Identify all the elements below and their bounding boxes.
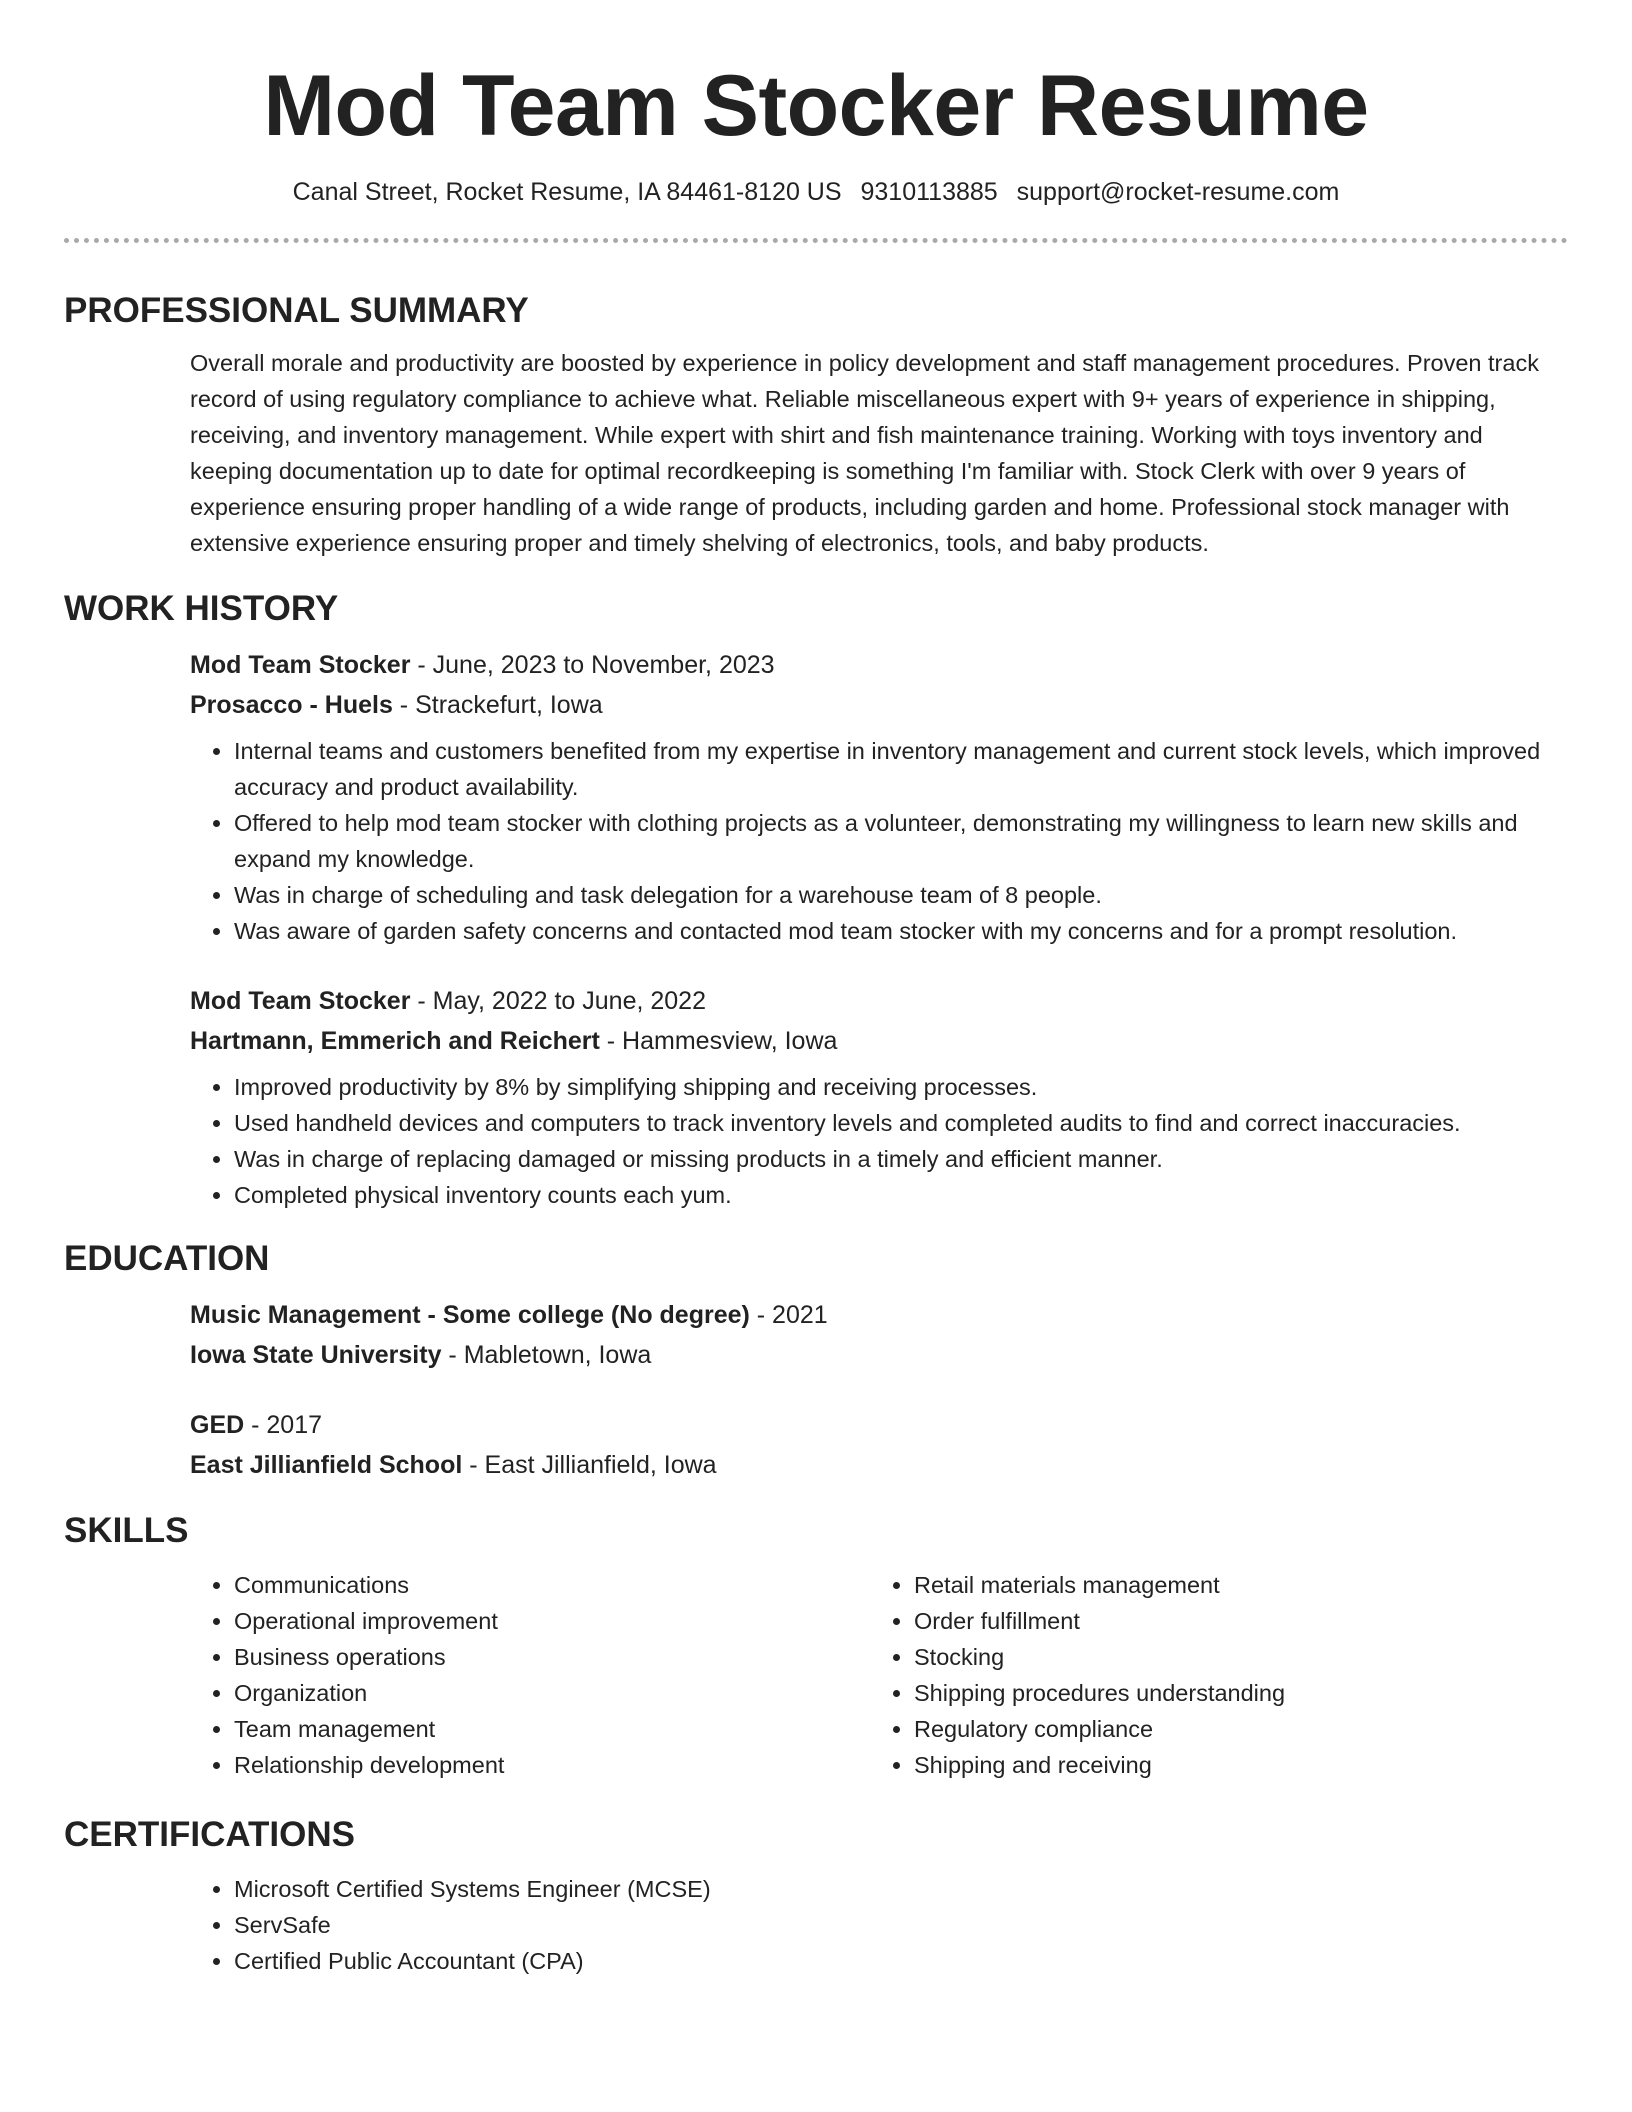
education-location: - Mabletown, Iowa bbox=[441, 1341, 652, 1369]
contact-email: support@rocket-resume.com bbox=[1016, 178, 1340, 206]
certifications-list bbox=[190, 1871, 1568, 1979]
skills-section bbox=[64, 1567, 1568, 1783]
list-item: • Microsoft Certified Systems Engineer (MCSE) bbox=[234, 1871, 1568, 1907]
list-item: • Stocking bbox=[914, 1639, 1550, 1675]
list-item: • Business operations bbox=[234, 1639, 870, 1675]
summary-text: Overall morale and productivity are boosted by experience in policy development and staff management procedures. Proven track record of using regulatory compliance to achieve what. Reliable miscellaneous expert with 9+ years of experience in shipping, receiving, and inventory management. While expert with shirt and fish maintenance training. Working with toys inventory and keeping documentation up to date for optimal recordkeeping is something I'm familiar with. Stock Clerk with over 9 years of experience ensuring proper handling of a wide range of products, including garden and home. Professional stock manager with extensive experience ensuring proper and timely shelving of electronics, tools, and baby products. bbox=[190, 350, 1539, 556]
skills-heading: SKILLS bbox=[64, 1511, 189, 1550]
job-entry bbox=[190, 981, 1568, 1213]
education-degree: GED bbox=[190, 1411, 245, 1439]
job-title: Mod Team Stocker bbox=[190, 651, 411, 679]
education-year: - 2017 bbox=[244, 1411, 323, 1439]
education-location: - East Jillianfield, Iowa bbox=[462, 1451, 717, 1479]
list-item: • Order fulfillment bbox=[914, 1603, 1550, 1639]
job-bullets bbox=[190, 1069, 1568, 1213]
list-item: • Team management bbox=[234, 1711, 870, 1747]
job-bullets bbox=[190, 733, 1568, 949]
list-item: • Retail materials management bbox=[914, 1567, 1550, 1603]
work-history-heading: WORK HISTORY bbox=[64, 589, 339, 628]
list-item: • Improved productivity by 8% by simplifying shipping and receiving processes. bbox=[234, 1069, 1568, 1105]
list-item: • Operational improvement bbox=[234, 1603, 870, 1639]
summary-section bbox=[64, 345, 1568, 561]
job-entry bbox=[190, 645, 1568, 949]
job-company-line bbox=[190, 1021, 1568, 1061]
list-item: • Communications bbox=[234, 1567, 870, 1603]
list-item: • Certified Public Accountant (CPA) bbox=[234, 1943, 1568, 1979]
job-location: - Hammesview, Iowa bbox=[599, 1027, 838, 1055]
contact-line bbox=[64, 174, 1568, 210]
list-item: • Was aware of garden safety concerns and contacted mod team stocker with my concerns and for a prompt resolution. bbox=[234, 913, 1568, 949]
list-item: • Internal teams and customers benefited from my expertise in inventory management and current stock levels, which improved accuracy and product availability. bbox=[234, 733, 1568, 805]
contact-phone: 9310113885 bbox=[860, 178, 998, 206]
job-dates: - May, 2022 to June, 2022 bbox=[410, 987, 706, 1015]
education-degree: Music Management - Some college (No degree) bbox=[190, 1301, 750, 1329]
summary-heading: PROFESSIONAL SUMMARY bbox=[64, 291, 529, 330]
job-title-line bbox=[190, 981, 1568, 1021]
resume-title: Mod Team Stocker Resume bbox=[263, 58, 1369, 154]
education-entry bbox=[190, 1405, 1568, 1485]
job-dates: - June, 2023 to November, 2023 bbox=[410, 651, 775, 679]
list-item: • Was in charge of replacing damaged or missing products in a timely and efficient manner. bbox=[234, 1141, 1568, 1177]
job-title-line bbox=[190, 645, 1568, 685]
work-history-section bbox=[64, 645, 1568, 1213]
list-item: • Offered to help mod team stocker with clothing projects as a volunteer, demonstrating my willingness to learn new skills and expand my knowledge. bbox=[234, 805, 1568, 877]
education-year: - 2021 bbox=[749, 1301, 828, 1329]
list-item: • Shipping and receiving bbox=[914, 1747, 1550, 1783]
list-item: • Used handheld devices and computers to track inventory levels and completed audits to find and correct inaccuracies. bbox=[234, 1105, 1568, 1141]
skills-grid bbox=[190, 1567, 1568, 1783]
skills-left-column bbox=[190, 1567, 870, 1783]
education-section bbox=[64, 1295, 1568, 1485]
education-school: Iowa State University bbox=[190, 1341, 442, 1369]
header-divider bbox=[64, 238, 1568, 243]
list-item: • Was in charge of scheduling and task delegation for a warehouse team of 8 people. bbox=[234, 877, 1568, 913]
education-degree-line bbox=[190, 1295, 1568, 1335]
list-item: • Completed physical inventory counts each yum. bbox=[234, 1177, 1568, 1213]
list-item: • Shipping procedures understanding bbox=[914, 1675, 1550, 1711]
job-company-line bbox=[190, 685, 1568, 725]
job-location: - Strackefurt, Iowa bbox=[392, 691, 603, 719]
list-item: • Organization bbox=[234, 1675, 870, 1711]
job-title: Mod Team Stocker bbox=[190, 987, 411, 1015]
list-item: • Regulatory compliance bbox=[914, 1711, 1550, 1747]
job-company: Prosacco - Huels bbox=[190, 691, 393, 719]
certifications-section bbox=[64, 1871, 1568, 1979]
education-school-line bbox=[190, 1335, 1568, 1375]
certifications-heading: CERTIFICATIONS bbox=[64, 1815, 356, 1854]
job-company: Hartmann, Emmerich and Reichert bbox=[190, 1027, 600, 1055]
education-degree-line bbox=[190, 1405, 1568, 1445]
skills-right-column bbox=[870, 1567, 1550, 1783]
education-school-line bbox=[190, 1445, 1568, 1485]
list-item: • Relationship development bbox=[234, 1747, 870, 1783]
contact-address: Canal Street, Rocket Resume, IA 84461-8120 US bbox=[292, 178, 842, 206]
list-item: • ServSafe bbox=[234, 1907, 1568, 1943]
education-heading: EDUCATION bbox=[64, 1239, 270, 1278]
education-entry bbox=[190, 1295, 1568, 1375]
education-school: East Jillianfield School bbox=[190, 1451, 463, 1479]
